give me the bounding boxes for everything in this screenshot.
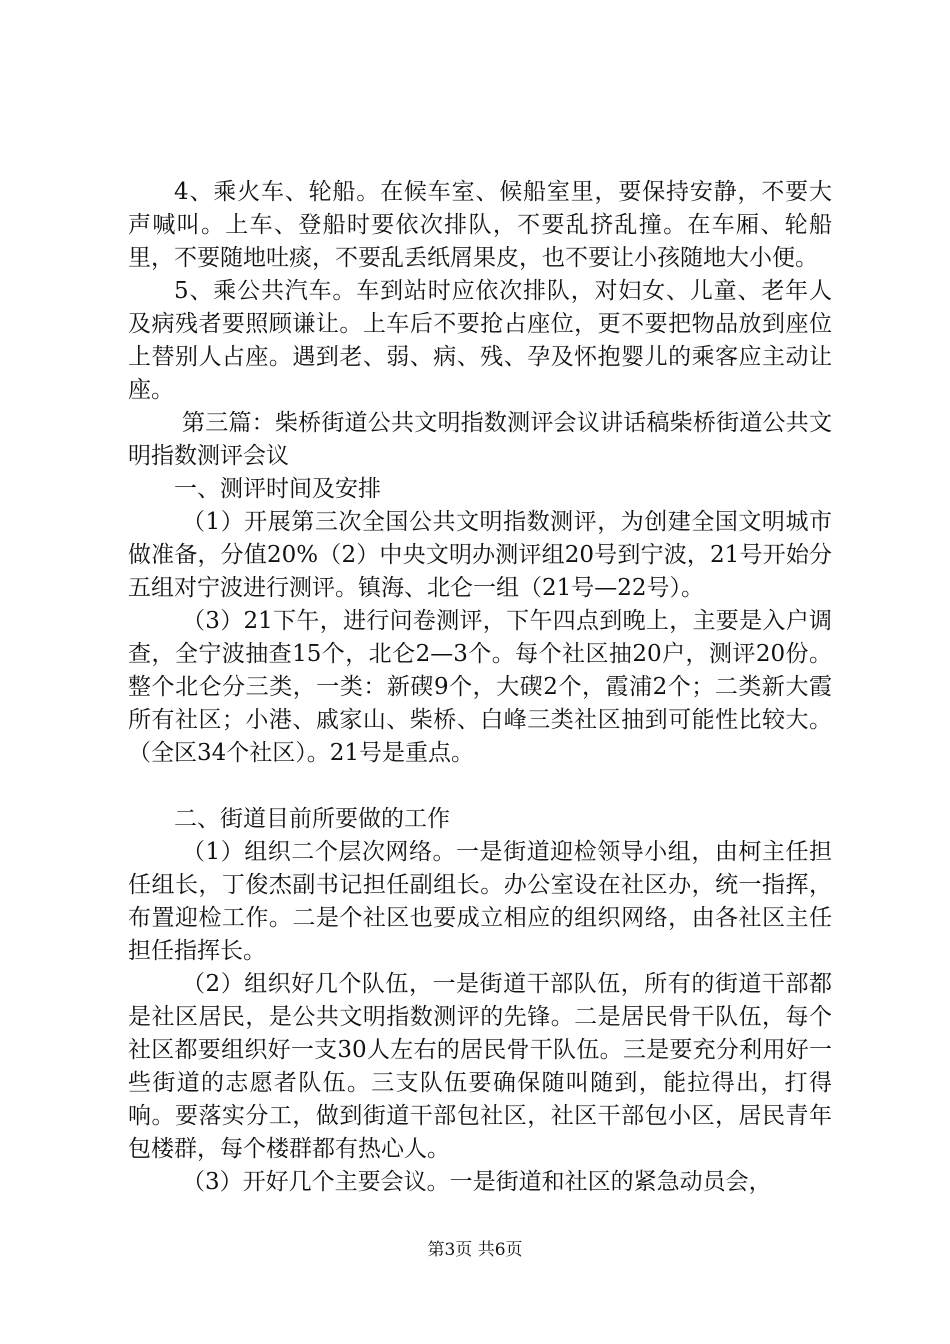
paragraph-train-ship: 4、乘火车、轮船。在候车室、候船室里，要保持安静，不要大声喊叫。上车、登船时要依次排队，不要乱挤乱撞。在车厢、轮船里，不要随地吐痰，不要乱丢纸屑果皮，也不要让小孩随地大小便。 — [128, 179, 832, 271]
paragraph-work-3: （3）开好几个主要会议。一是街道和社区的紧急动员会， — [182, 1169, 772, 1195]
paragraph-third-article-title: 第三篇：柴桥街道公共文明指数测评会议讲话稿柴桥街道公共文明指数测评会议 — [128, 410, 832, 469]
paragraph-work-2: （2）组织好几个队伍，一是街道干部队伍，所有的街道干部都是社区居民，是公共文明指数测评的先锋。二是居民骨干队伍，每个社区都要组织好一支30人左右的居民骨干队伍。三是要充分利用好一些街道的志愿者队伍。三支队伍要确保随叫随到，能拉得出，打得响。要落实分工，做到街道干部包社区，社区干部包小区，居民青年包楼群，每个楼群都有热心人。 — [128, 971, 832, 1162]
paragraph-work-1: （1）组织二个层次网络。一是街道迎检领导小组，由柯主任担任组长，丁俊杰副书记担任副组长。办公室设在社区办，统一指挥，布置迎检工作。二是个社区也要成立相应的组织网络，由各社区主任担任指挥长。 — [128, 839, 832, 964]
paragraph-item-1-2: （1）开展第三次全国公共文明指数测评，为创建全国文明城市做准备，分值20%（2）中央文明办测评组20号到宁波，21号开始分五组对宁波进行测评。镇海、北仑一组（21号—22号）。 — [128, 509, 832, 601]
paragraph-bus: 5、乘公共汽车。车到站时应依次排队，对妇女、儿童、老年人及病残者要照顾谦让。上车后不要抢占座位，更不要把物品放到座位上替别人占座。遇到老、弱、病、残、孕及怀抱婴儿的乘客应主动让座。 — [128, 278, 832, 403]
paragraph-item-3: （3）21下午，进行问卷测评，下午四点到晚上，主要是入户调查，全宁波抽查15个，北仑2—3个。每个社区抽20户，测评20份。整个北仑分三类，一类：新碶9个，大碶2个，霞浦2个；二类新大霞所有社区；小港、戚家山、柴桥、白峰三类社区抽到可能性比较大。（全区34个社区）。21号是重点。 — [128, 608, 832, 766]
page-footer: 第3页 共6页 — [427, 1240, 523, 1260]
section-heading-evaluation-schedule: 一、测评时间及安排 — [174, 476, 381, 502]
section-heading-current-work: 二、街道目前所要做的工作 — [174, 806, 450, 832]
document-body — [128, 176, 832, 1199]
